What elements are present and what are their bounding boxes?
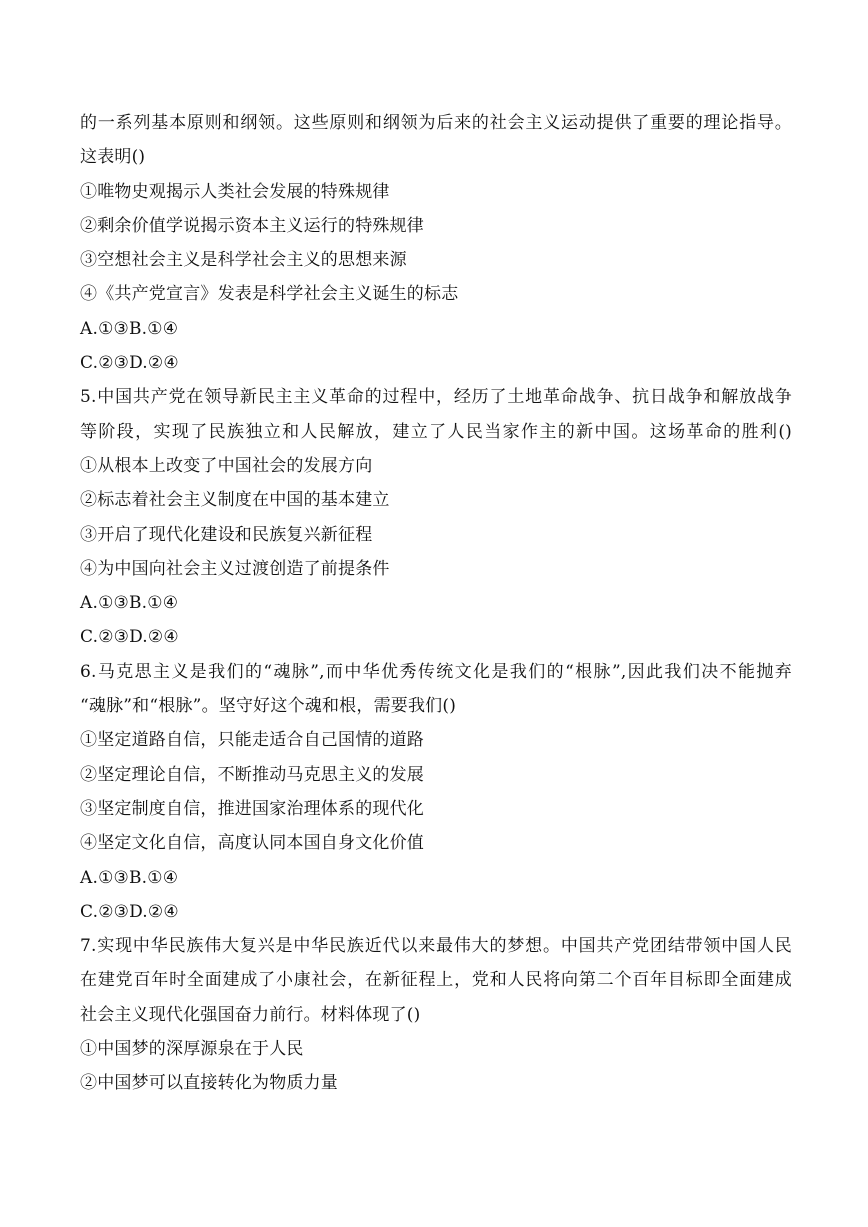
document-page [80,106,792,1101]
q7-stem-line-2: 在建党百年时全面建成了小康社会，在新征程上，党和人民将向第二个百年目标即全面建成 [80,970,792,991]
q6-statement-2: ②坚定理论自信，不断推动马克思主义的发展 [80,764,424,785]
q5-stem-line-1: 5.中国共产党在领导新民主主义革命的过程中，经历了土地革命战争、抗日战争和解放战争 [80,387,792,408]
q4-statement-1: ①唯物史观揭示人类社会发展的特殊规律 [80,181,390,202]
q6-statement-3: ③坚定制度自信，推进国家治理体系的现代化 [80,798,424,819]
q7-stem-line-3: 社会主义现代化强国奋力前行。材料体现了() [80,1004,421,1025]
q4-options-ab: A.①③B.①④ [80,318,179,339]
q5-statement-1: ①从根本上改变了中国社会的发展方向 [80,455,373,476]
q4-stem-line-2: 这表明() [80,147,146,168]
q5-statement-3: ③开启了现代化建设和民族复兴新征程 [80,524,373,545]
q5-options-cd: C.②③D.②④ [80,627,179,648]
q6-statement-4: ④坚定文化自信，高度认同本国自身文化价值 [80,833,424,854]
q6-stem-line-1: 6.马克思主义是我们的“魂脉”,而中华优秀传统文化是我们的“根脉”,因此我们决不能抛弃 [80,661,792,682]
q4-statement-3: ③空想社会主义是科学社会主义的思想来源 [80,250,407,271]
q7-statement-2: ②中国梦可以直接转化为物质力量 [80,1073,338,1094]
q5-statement-4: ④为中国向社会主义过渡创造了前提条件 [80,558,390,579]
q6-stem-line-2: “魂脉”和“根脉”。坚守好这个魂和根，需要我们() [80,696,457,717]
q4-statement-4: ④《共产党宣言》发表是科学社会主义诞生的标志 [80,284,459,305]
q5-options-ab: A.①③B.①④ [80,593,179,614]
q6-statement-1: ①坚定道路自信，只能走适合自己国情的道路 [80,730,424,751]
q6-options-cd: C.②③D.②④ [80,901,179,922]
q4-stem-line-1: 的一系列基本原则和纲领。这些原则和纲领为后来的社会主义运动提供了重要的理论指导。 [80,113,792,133]
q7-stem-line-1: 7.实现中华民族伟大复兴是中华民族近代以来最伟大的梦想。中国共产党团结带领中国人民 [80,936,792,957]
q7-statement-1: ①中国梦的深厚源泉在于人民 [80,1039,304,1060]
q6-options-ab: A.①③B.①④ [80,867,179,888]
q5-stem-line-2: 等阶段，实现了民族独立和人民解放，建立了人民当家作主的新中国。这场革命的胜利() [80,421,792,442]
q4-statement-2: ②剩余价值学说揭示资本主义运行的特殊规律 [80,215,424,236]
q4-options-cd: C.②③D.②④ [80,353,179,374]
q5-statement-2: ②标志着社会主义制度在中国的基本建立 [80,490,390,511]
